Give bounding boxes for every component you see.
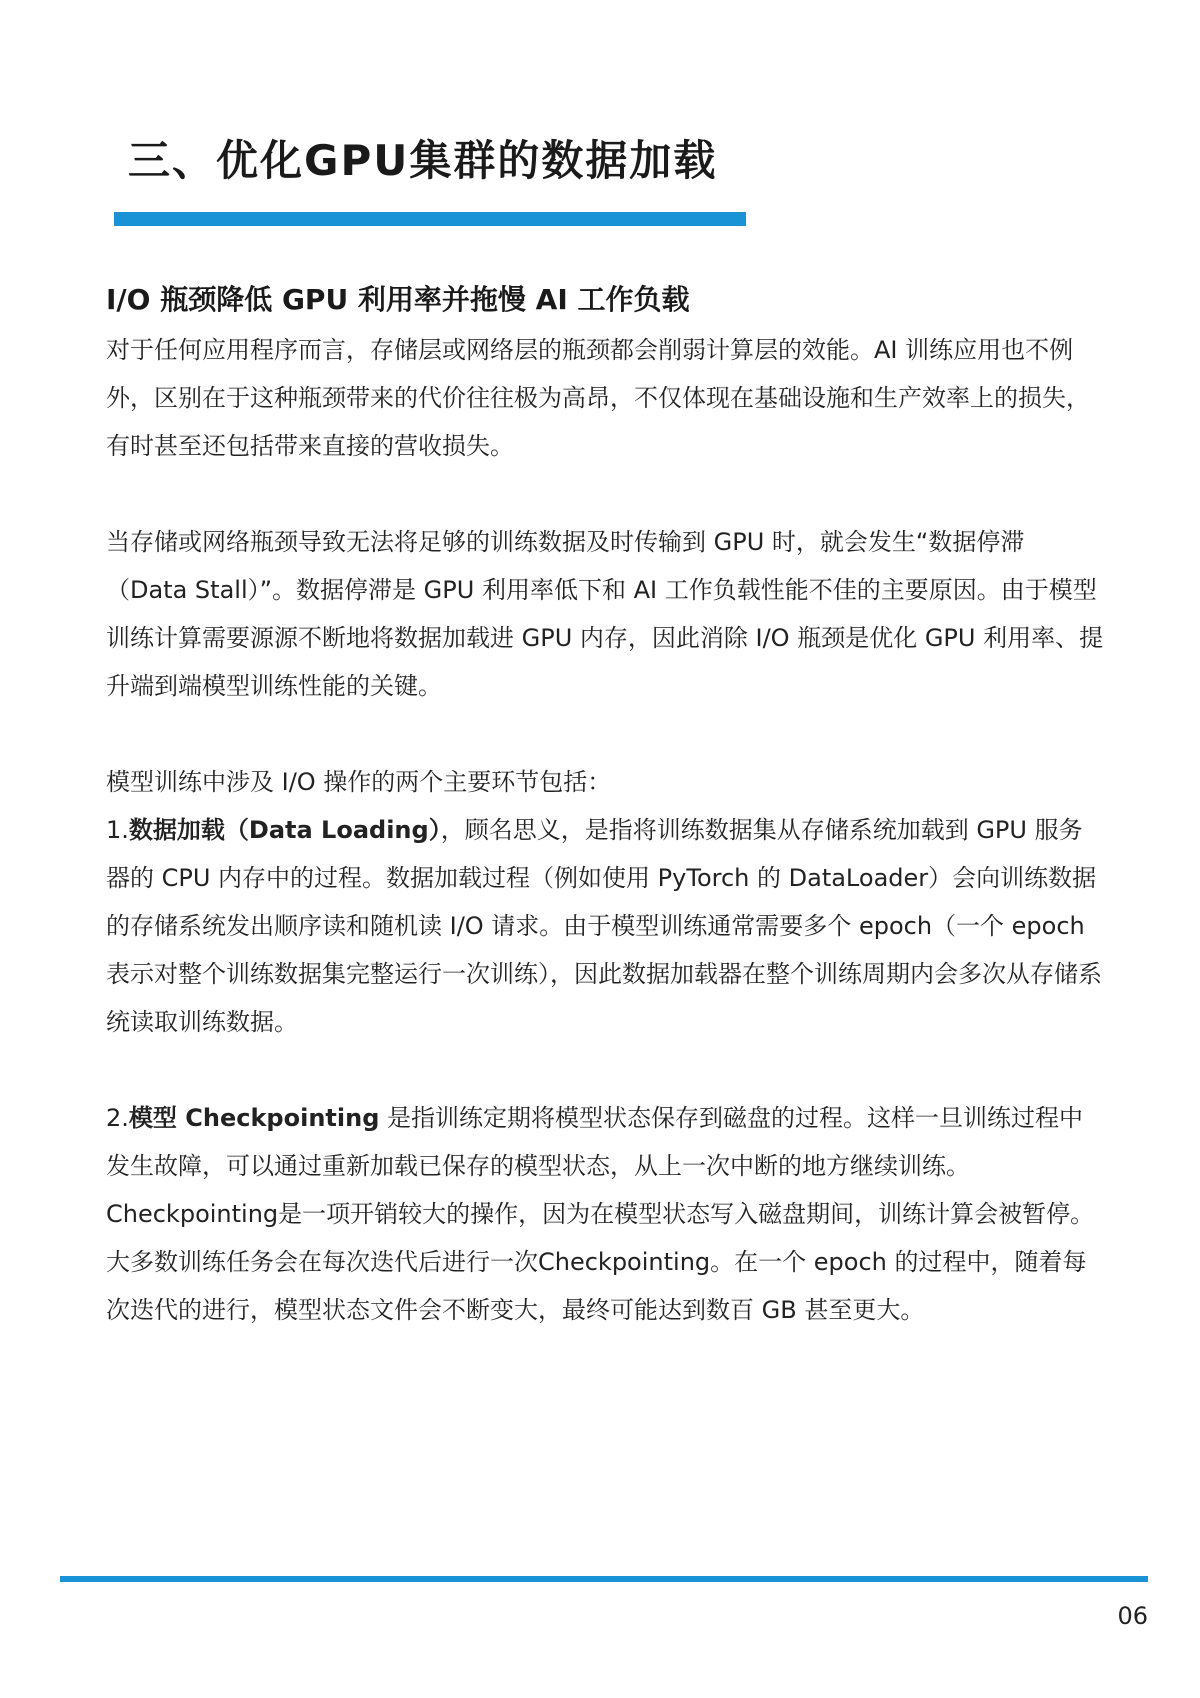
page-number: 06 — [1117, 1602, 1148, 1630]
list-item-data-loading — [106, 806, 1104, 1046]
list-item-number: 2. — [106, 1104, 129, 1132]
sub-heading: I/O 瓶颈降低 GPU 利用率并拖慢 AI 工作负载 — [106, 283, 690, 316]
spacer — [106, 470, 1104, 518]
footer-rule — [60, 1576, 1148, 1582]
main-content — [106, 280, 1104, 1334]
paragraph-1: 对于任何应用程序而言，存储层或网络层的瓶颈都会削弱计算层的效能。AI 训练应用也不例外，区别在于这种瓶颈带来的代价往往极为高昂，不仅体现在基础设施和生产效率上的损失，有时甚至还包括带来直接的营收损失。 — [106, 336, 1090, 460]
list-item-text: 是指训练定期将模型状态保存到磁盘的过程。这样一旦训练过程中发生故障，可以通过重新加载已保存的模型状态，从上一次中断的地方继续训练。Checkpointing是一项开销较大的操作，因为在模型状态写入磁盘期间，训练计算会被暂停。大多数训练任务会在每次迭代后进行一次Checkpointing。在一个 epoch 的过程中，随着每次迭代的进行，模型状态文件会不断变大，最终可能达到数百 GB 甚至更大。 — [106, 1104, 1095, 1324]
list-item-title: 数据加载（Data Loading） — [128, 816, 441, 844]
list-item-number: 1. — [106, 816, 129, 844]
list-item-checkpointing — [106, 1094, 1104, 1334]
list-item-title: 模型 Checkpointing — [128, 1104, 380, 1132]
spacer — [106, 710, 1104, 758]
spacer — [106, 1046, 1104, 1094]
paragraph-3-intro: 模型训练中涉及 I/O 操作的两个主要环节包括： — [106, 768, 612, 796]
list-item-text: ，顾名思义，是指将训练数据集从存储系统加载到 GPU 服务器的 CPU 内存中的过程。数据加载过程（例如使用 PyTorch 的 DataLoader）会向训练数据的存储系统发出顺序读和随机读 I/O 请求。由于模型训练通常需要多个 epoch（一个 epoch 表示对整个训练数据集完整运行一次训练），因此数据加载器在整个训练周期内会多次从存储系统读取训练数据。 — [106, 816, 1102, 1036]
paragraph-2: 当存储或网络瓶颈导致无法将足够的训练数据及时传输到 GPU 时，就会发生“数据停滞（Data Stall）”。数据停滞是 GPU 利用率低下和 AI 工作负载性能不佳的主要原因。由于模型训练计算需要源源不断地将数据加载进 GPU 内存，因此消除 I/O 瓶颈是优化 GPU 利用率、提升端到端模型训练性能的关键。 — [106, 528, 1104, 700]
section-title: 三、优化GPU集群的数据加载 — [128, 136, 718, 185]
title-underline — [114, 212, 746, 226]
